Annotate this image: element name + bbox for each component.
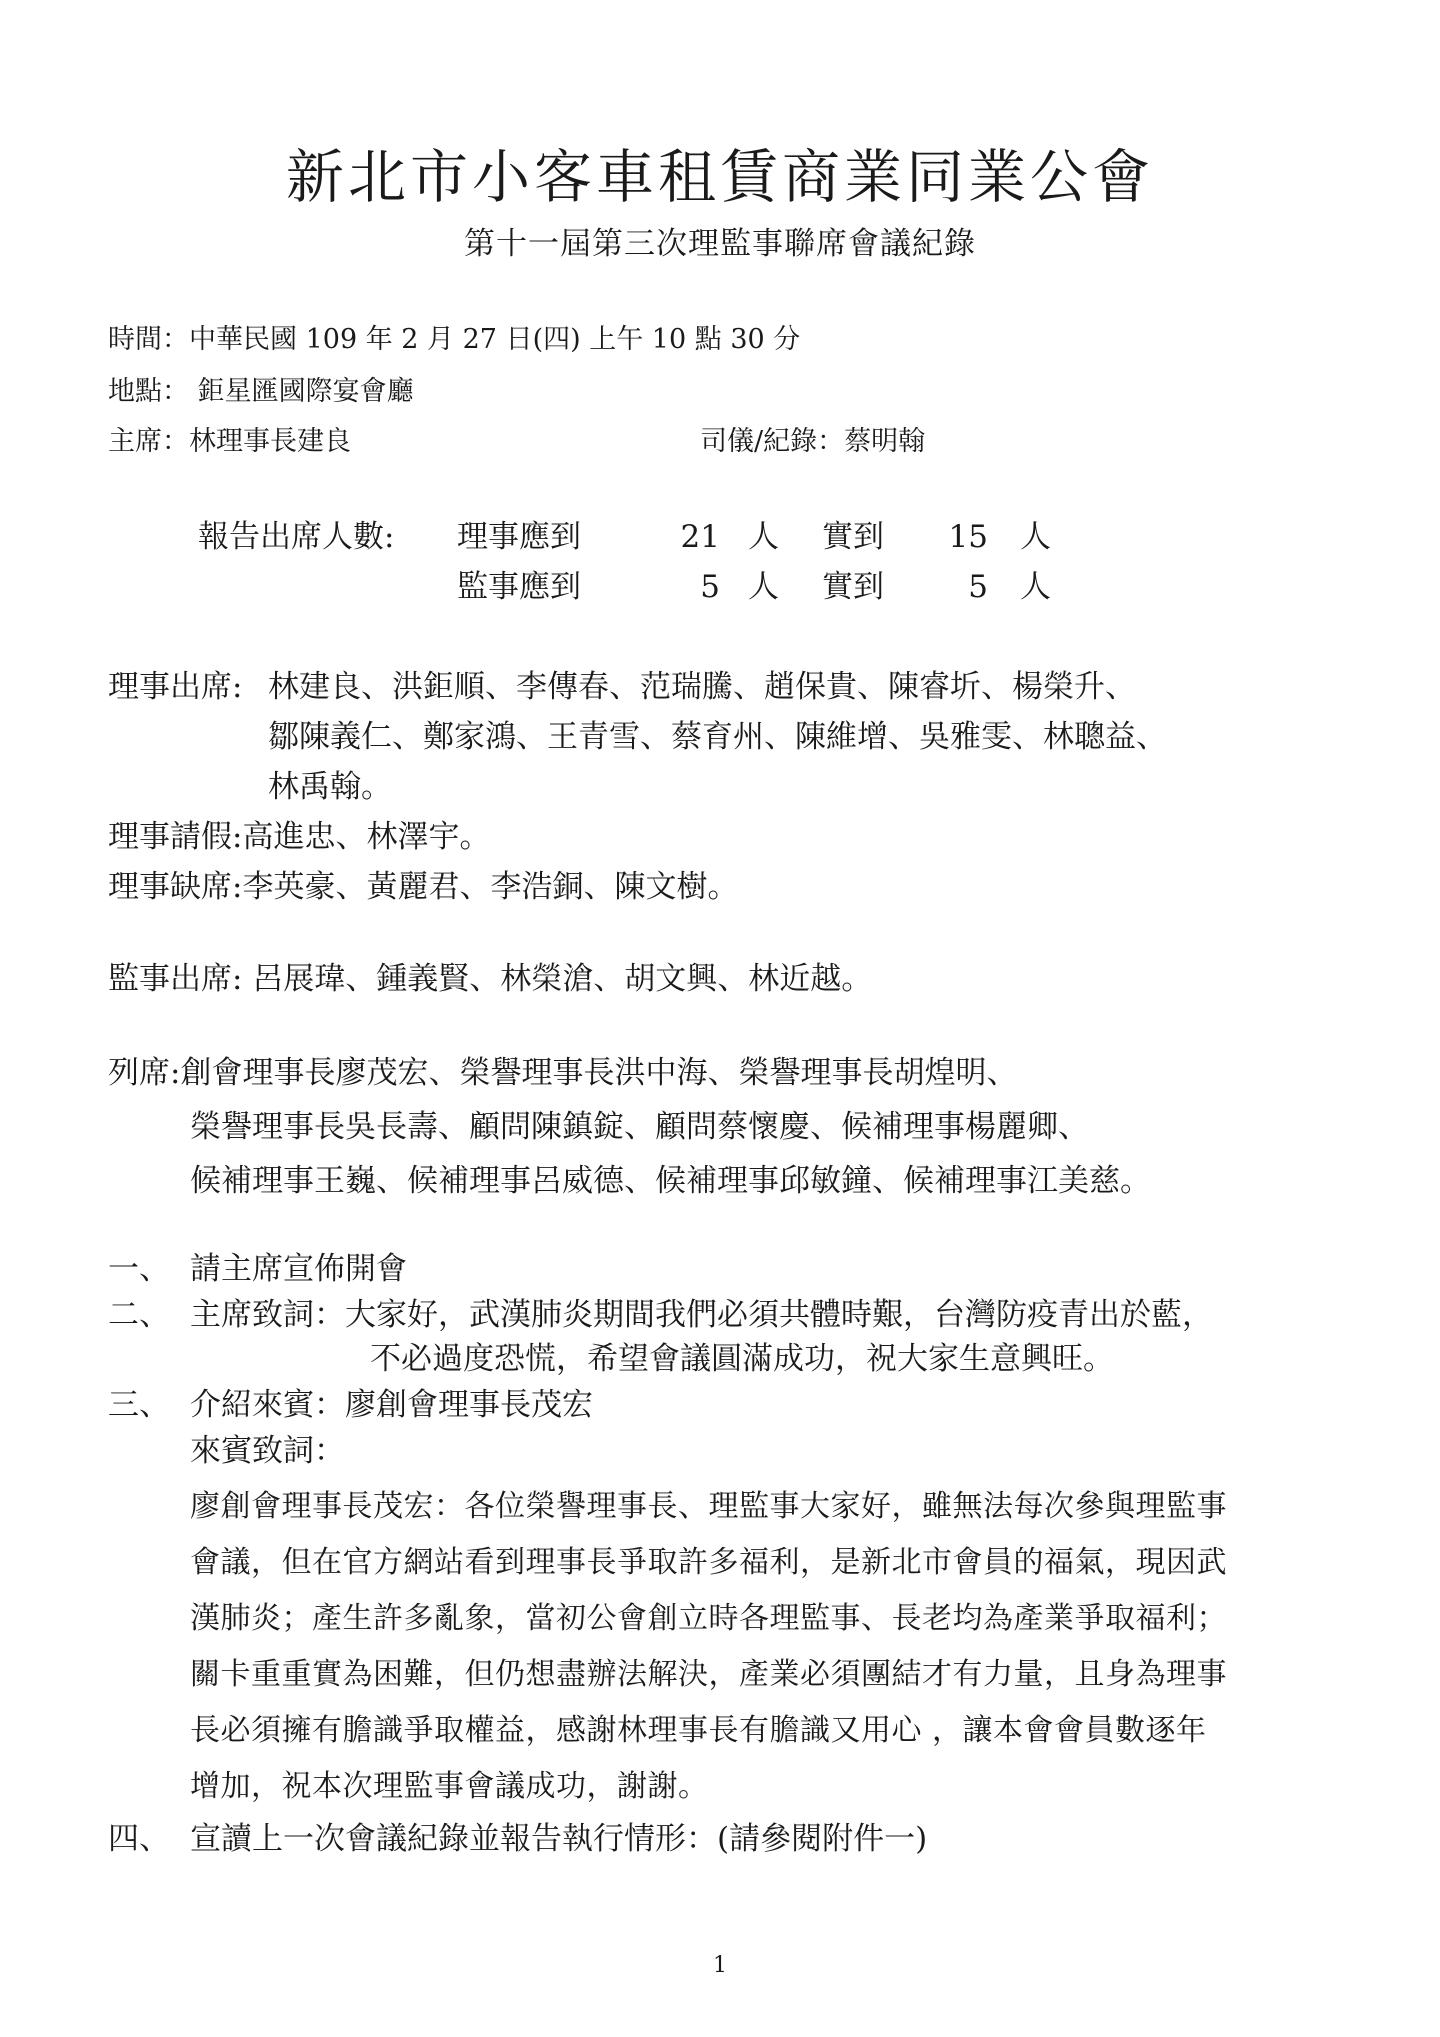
guest-speech-line: 會議，但在官方網站看到理事長爭取許多福利，是新北市會員的福氣，現因武 xyxy=(190,1545,1227,1580)
directors-absent: 理事缺席:李英豪、黃麗君、李浩銅、陳文樹。 xyxy=(108,869,739,905)
agenda-item-text: 主席致詞：大家好，武漢肺炎期間我們必須共體時艱，台灣防疫青出於藍， xyxy=(190,1297,1213,1333)
document-subtitle: 第十一屆第三次理監事聯席會議紀錄 xyxy=(464,226,976,262)
observers-line: 榮譽理事長吳長壽、顧問陳鎮錠、顧問蔡懷慶、候補理事楊麗卿、 xyxy=(190,1109,1089,1145)
attendance-expected: 5 xyxy=(700,569,720,605)
attendance-unit: 人 xyxy=(748,569,779,605)
agenda-item-number: 四、 xyxy=(108,1821,170,1857)
attendance-role: 理事應到 xyxy=(457,519,581,555)
document-title: 新北市小客車租賃商業同業公會 xyxy=(285,143,1154,211)
guest-speech-line: 關卡重重實為困難，但仍想盡辦法解決，產業必須團結才有力量，且身為理事 xyxy=(190,1657,1227,1692)
meeting-time: 時間：中華民國 109 年 2 月 27 日(四) 上午 10 點 30 分 xyxy=(108,324,801,355)
attendance-label: 報告出席人數: xyxy=(198,519,395,555)
directors-present-line: 林禹翰。 xyxy=(268,769,392,805)
guest-speech-line: 增加，祝本次理監事會議成功，謝謝。 xyxy=(190,1769,709,1804)
directors-present-line: 鄒陳義仁、鄭家鴻、王青雪、蔡育州、陳維增、吳雅雯、林聰益、 xyxy=(268,719,1167,755)
attendance-actual: 15 xyxy=(948,519,988,555)
supervisors-present: 監事出席: 呂展瑋、鍾義賢、林榮滄、胡文興、林近越。 xyxy=(108,961,873,997)
agenda-item-number: 二、 xyxy=(108,1297,170,1333)
attendance-expected: 21 xyxy=(680,519,720,555)
agenda-item-number: 三、 xyxy=(108,1387,170,1423)
directors-present-line: 林建良、洪鉅順、李傳春、范瑞騰、趙保貴、陳睿圻、楊榮升、 xyxy=(268,669,1136,705)
agenda-item-text: 介紹來賓：廖創會理事長茂宏 xyxy=(190,1387,593,1423)
meeting-chair: 主席：林理事長建良 xyxy=(108,426,351,457)
guest-speech-line: 長必須擁有膽識爭取權益，感謝林理事長有膽識又用心 ，讓本會會員數逐年 xyxy=(190,1713,1207,1748)
directors-leave: 理事請假:高進忠、林澤宇。 xyxy=(108,819,491,855)
guest-speech-label: 來賓致詞： xyxy=(190,1433,345,1469)
attendance-role: 監事應到 xyxy=(457,569,581,605)
directors-present-label: 理事出席: xyxy=(108,669,243,705)
attendance-unit: 人 xyxy=(748,519,779,555)
agenda-item-number: 一、 xyxy=(108,1251,170,1287)
agenda-item-text: 宣讀上一次會議紀錄並報告執行情形：(請參閱附件一) xyxy=(190,1821,928,1857)
attendance-unit: 人 xyxy=(1020,519,1051,555)
agenda-item-text: 請主席宣佈開會 xyxy=(190,1251,407,1287)
guest-speech-line: 廖創會理事長茂宏：各位榮譽理事長、理監事大家好，雖無法每次參與理監事 xyxy=(190,1489,1227,1524)
meeting-recorder: 司儀/紀錄：蔡明翰 xyxy=(700,426,926,457)
observers-line: 候補理事王巍、候補理事呂威德、候補理事邱敏鐘、候補理事江美慈。 xyxy=(190,1163,1151,1199)
meeting-place: 地點： 鉅星匯國際宴會廳 xyxy=(108,376,414,407)
page-number: 1 xyxy=(713,1953,727,1978)
guest-speech-line: 漢肺炎；產生許多亂象，當初公會創立時各理監事、長老均為產業爭取福利； xyxy=(190,1601,1227,1636)
attendance-unit: 人 xyxy=(1020,569,1051,605)
attendance-actual: 5 xyxy=(968,569,988,605)
attendance-actual-label: 實到 xyxy=(822,519,884,555)
attendance-actual-label: 實到 xyxy=(822,569,884,605)
observers-line: 列席:創會理事長廖茂宏、榮譽理事長洪中海、榮譽理事長胡煌明、 xyxy=(108,1055,1018,1091)
agenda-item-text: 不必過度恐慌，希望會議圓滿成功，祝大家生意興旺。 xyxy=(370,1341,1114,1377)
